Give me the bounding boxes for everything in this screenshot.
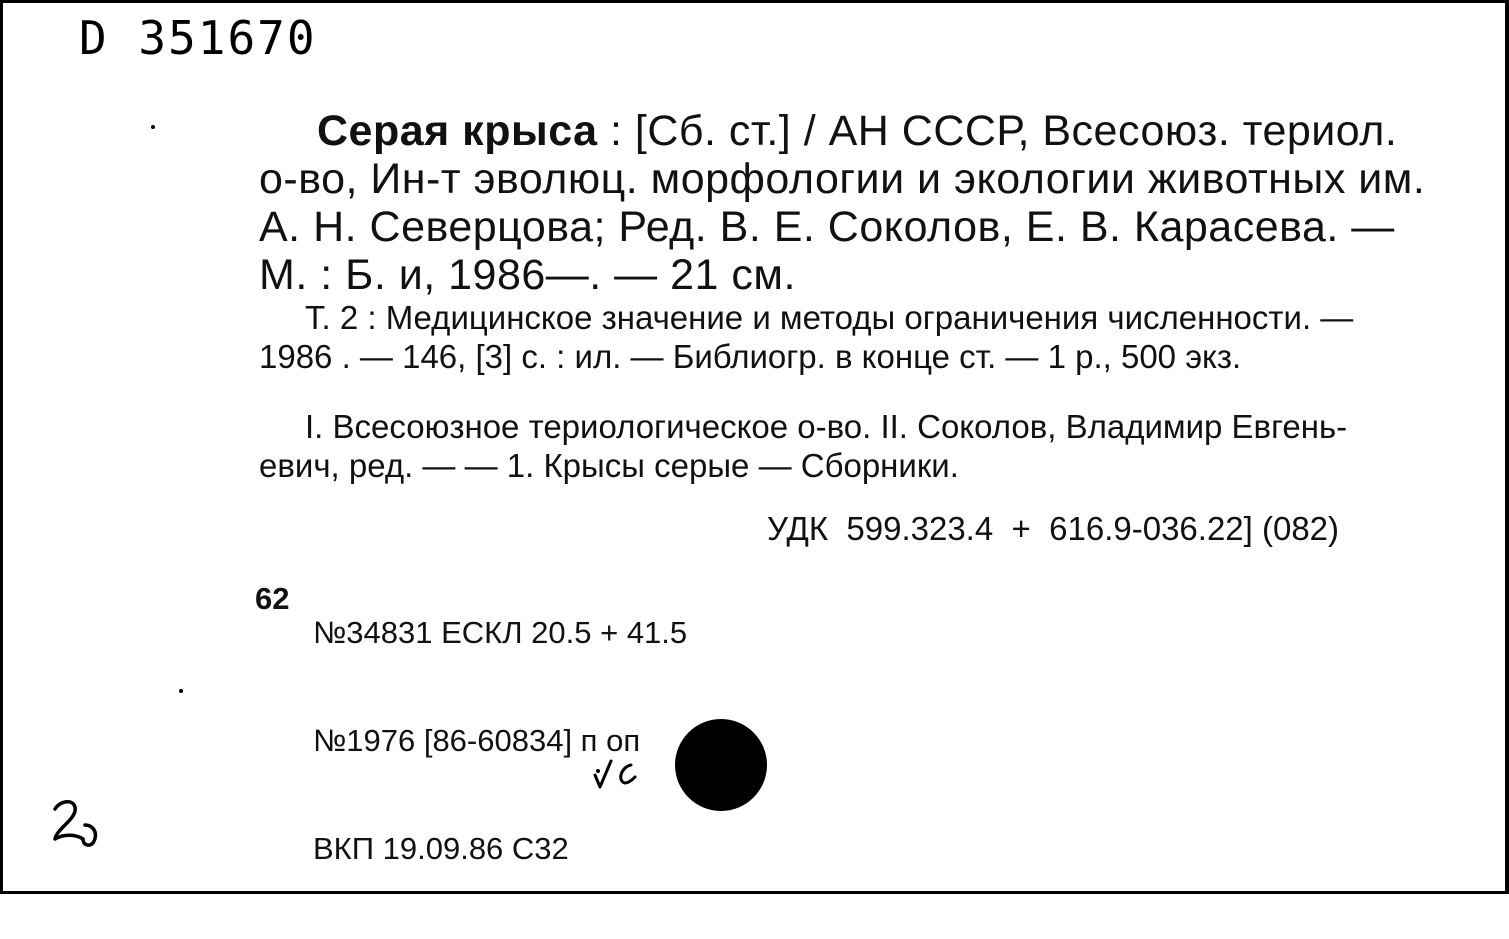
punched-hole-mark (675, 719, 767, 811)
accession-row-1: №34831 ЕСКЛ 20.5 + 41.5 (313, 615, 688, 650)
udc-classification: УДК 599.323.4 + 616.9-036.22] (082) (767, 510, 1340, 547)
volume-line-2: 1986 . — 146, [3] с. : ил. — Библиогр. в конце ст. — 1 р., 500 экз. (259, 338, 1242, 375)
accession-row-3: ВКП 19.09.86 С32 (313, 831, 569, 866)
accession-block (313, 543, 687, 939)
entry-line-1-rest: : [Сб. ст.] / АН СССР, Всесоюз. териол. (597, 107, 1398, 155)
accession-row-2: №1976 [86-60834] п оп (313, 723, 641, 758)
volume-description (259, 298, 1429, 376)
speck-mark (179, 689, 183, 693)
volume-line-1: Т. 2 : Медицинское значение и методы ограничения численности. — (305, 299, 1354, 336)
entry-line-1 (259, 107, 1429, 155)
main-entry (259, 107, 1429, 299)
accession-prefix: 62 (255, 581, 290, 616)
tracings-line-1: I. Всесоюзное териологическое о-во. II. Соколов, Владимир Евгень- (305, 408, 1348, 445)
entry-title: Серая крыса (317, 107, 598, 155)
handwritten-mark (591, 755, 641, 795)
entry-line-4: М. : Б. и, 1986—. — 21 см. (259, 251, 796, 299)
entry-line-3: А. Н. Северцова; Ред. В. Е. Соколов, Е. В. Карасева. — (259, 203, 1395, 251)
speck-mark (151, 125, 155, 129)
tracings (259, 407, 1429, 485)
tracings-line-2: евич, ред. — — 1. Крысы серые — Сборники. (259, 447, 959, 484)
entry-line-2: о-во, Ин-т эволюц. морфологии и экологии животных им. (259, 155, 1426, 203)
handwritten-numeral (47, 795, 107, 851)
call-number: D 351670 (79, 11, 317, 65)
